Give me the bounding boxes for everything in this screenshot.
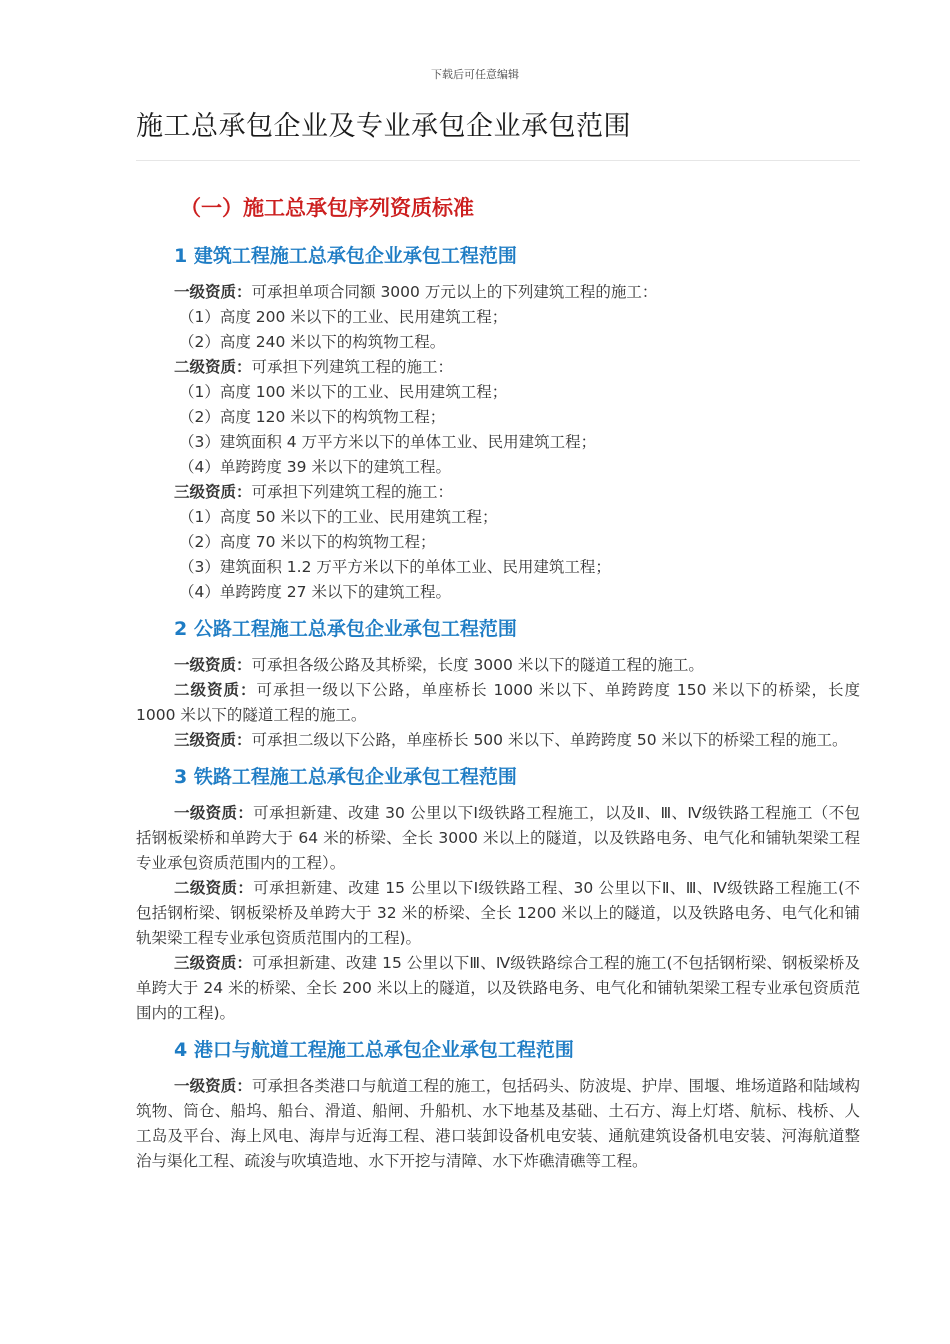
list-item: （4）单跨跨度 39 米以下的建筑工程。 <box>179 458 451 476</box>
list-item: （2）高度 120 米以下的构筑物工程； <box>179 408 446 426</box>
grade-label: 一级资质： <box>174 283 252 301</box>
grade-text: 可承担二级以下公路，单座桥长 500 米以下、单跨跨度 50 米以下的桥梁工程的施工。 <box>251 731 848 749</box>
grade-label: 一级资质： <box>174 1077 252 1095</box>
grade-text: 可承担一级以下公路，单座桥长 1000 米以下、单跨跨度 150 米以下的桥梁，长度 1000 米以下的隧道工程的施工。 <box>136 681 860 724</box>
grade-paragraph <box>136 728 860 753</box>
grade-text: 可承担新建、改建 30 公里以下Ⅰ级铁路工程施工，以及Ⅱ、Ⅲ、Ⅳ级铁路工程施工（不包括钢板梁桥和单跨大于 64 米的桥梁、全长 3000 米以上的隧道，以及铁路电务、电气化和铺轨架梁工程专业承包资质范围内的工程）。 <box>136 804 860 872</box>
grade-paragraph <box>136 801 860 876</box>
subsection-heading-railway: 3 铁路工程施工总承包企业承包工程范围 <box>174 766 517 788</box>
subsection-heading-highway: 2 公路工程施工总承包企业承包工程范围 <box>174 618 517 640</box>
subsection-heading-building: 1 建筑工程施工总承包企业承包工程范围 <box>174 245 517 267</box>
grade-text: 可承担各级公路及其桥梁，长度 3000 米以下的隧道工程的施工。 <box>251 656 704 674</box>
grade-label: 三级资质： <box>174 954 253 972</box>
grade-paragraph <box>136 653 860 678</box>
grade-paragraph <box>136 951 860 1026</box>
list-item: （3）建筑面积 1.2 万平方米以下的单体工业、民用建筑工程； <box>179 558 611 576</box>
list-item: （2）高度 70 米以下的构筑物工程； <box>179 533 436 551</box>
document-body <box>136 192 860 1174</box>
grade-text: 可承担各类港口与航道工程的施工，包括码头、防波堤、护岸、围堰、堆场道路和陆域构筑物、筒仓、船坞、船台、滑道、船闸、升船机、水下地基及基础、土石方、海上灯塔、航标、栈桥、人工岛及平台、海上风电、海岸与近海工程、港口装卸设备机电安装、通航建筑设备机电安装、河海航道整治与渠化工程、疏浚与吹填造地、水下开挖与清障、水下炸礁清礁等工程。 <box>136 1077 860 1170</box>
grade-text: 可承担单项合同额 3000 万元以上的下列建筑工程的施工： <box>251 283 658 301</box>
grade-text: 可承担下列建筑工程的施工： <box>251 483 454 501</box>
grade-text: 可承担新建、改建 15 公里以下Ⅰ级铁路工程、30 公里以下Ⅱ、Ⅲ、Ⅳ级铁路工程施工(不包括钢桁梁、钢板梁桥及单跨大于 32 米的桥梁、全长 1200 米以上的隧道，以及铁路电务、电气化和铺轨架梁工程专业承包资质范围内的工程)。 <box>136 879 860 947</box>
list-item: （1）高度 200 米以下的工业、民用建筑工程； <box>179 308 508 326</box>
grade-text: 可承担下列建筑工程的施工： <box>251 358 454 376</box>
grade-line <box>136 355 860 380</box>
grade-label: 二级资质： <box>174 681 257 699</box>
grade-label: 三级资质： <box>174 483 252 501</box>
grade-label: 二级资质： <box>174 358 252 376</box>
grade-line <box>136 280 860 305</box>
grade-label: 一级资质： <box>174 804 254 822</box>
list-item: （2）高度 240 米以下的构筑物工程。 <box>179 333 446 351</box>
list-item: （4）单跨跨度 27 米以下的建筑工程。 <box>179 583 451 601</box>
grade-line <box>136 480 860 505</box>
title-divider <box>136 160 860 161</box>
grade-paragraph <box>136 678 860 728</box>
page-header: 下载后可任意编辑 <box>431 68 519 81</box>
list-item: （1）高度 50 米以下的工业、民用建筑工程； <box>179 508 498 526</box>
grade-label: 二级资质： <box>174 879 254 897</box>
subsection-heading-port: 4 港口与航道工程施工总承包企业承包工程范围 <box>174 1039 574 1061</box>
document-title: 施工总承包企业及专业承包企业承包范围 <box>136 111 631 142</box>
list-item: （1）高度 100 米以下的工业、民用建筑工程； <box>179 383 508 401</box>
list-item: （3）建筑面积 4 万平方米以下的单体工业、民用建筑工程； <box>179 433 597 451</box>
grade-label: 三级资质： <box>174 731 252 749</box>
grade-paragraph <box>136 876 860 951</box>
grade-text: 可承担新建、改建 15 公里以下Ⅲ、Ⅳ级铁路综合工程的施工(不包括钢桁梁、钢板梁桥及单跨大于 24 米的桥梁、全长 200 米以上的隧道，以及铁路电务、电气化和铺轨架梁工程专业承包资质范围内的工程)。 <box>136 954 860 1022</box>
grade-label: 一级资质： <box>174 656 252 674</box>
grade-paragraph <box>136 1074 860 1174</box>
section-heading: （一）施工总承包序列资质标准 <box>180 196 474 220</box>
